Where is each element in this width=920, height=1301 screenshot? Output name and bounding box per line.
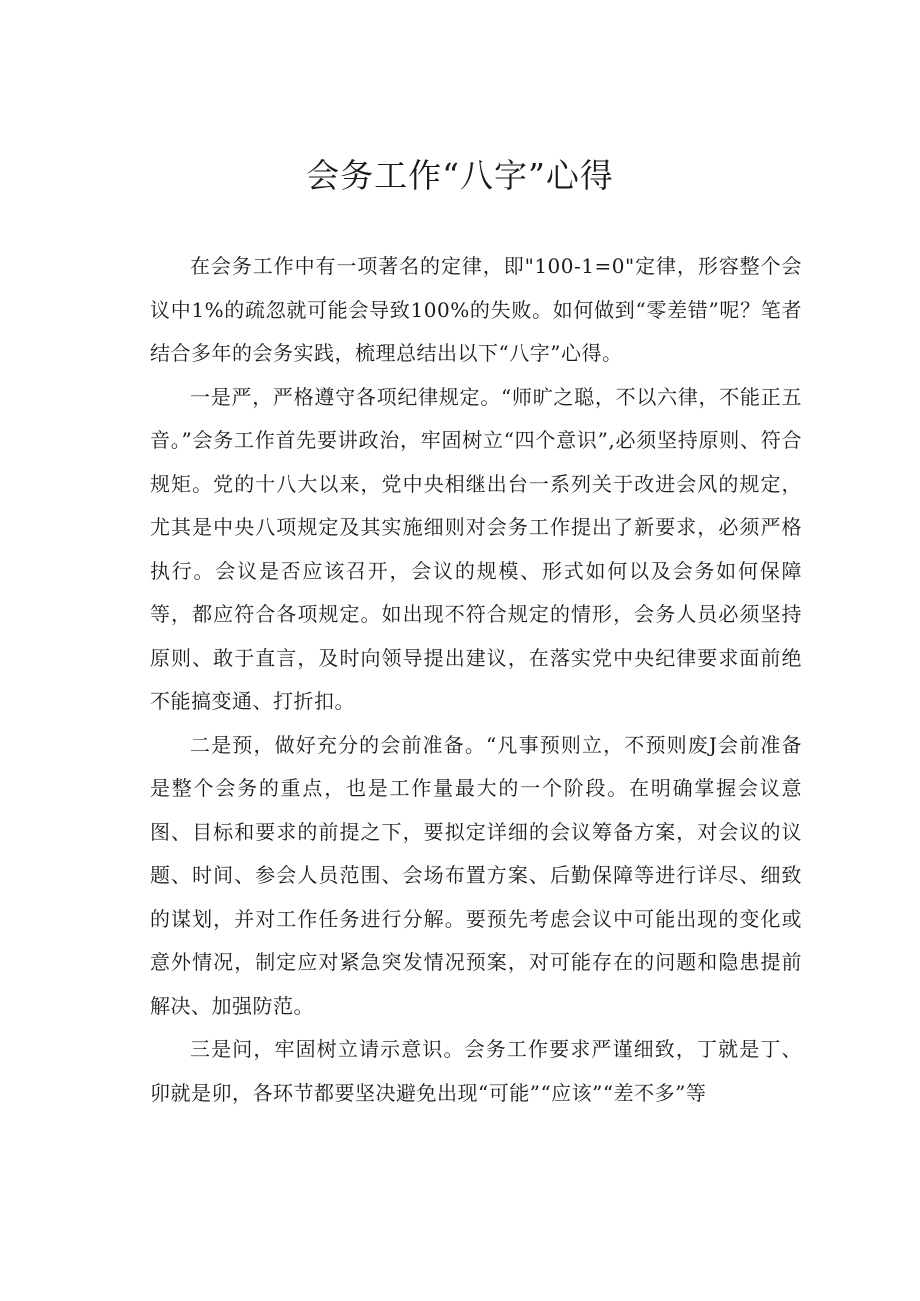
paragraph-intro: 在会务工作中有一项著名的定律，即"100-1=0"定律，形容整个会议中1%的疏忽就可能会导致100%的失败。如何做到“零差错”呢？笔者结合多年的会务实践，梳理总结出以下“八字”心得。 <box>150 254 802 365</box>
document-title: 会务工作“八字”心得 <box>306 156 614 195</box>
document-body <box>150 245 802 1115</box>
paragraph-ask: 三是问，牢固树立请示意识。会务工作要求严谨细致，丁就是丁、卯就是卯，各环节都要坚决避免出现“可能”“应该”“差不多”等 <box>150 1037 802 1105</box>
paragraph-strict: 一是严，严格遵守各项纪律规定。“师旷之聪，不以六律，不能正五音。”会务工作首先要讲政治，牢固树立“四个意识”,必须坚持原则、符合规矩。党的十八大以来，党中央相继出台一系列关于改进会风的规定，尤其是中央八项规定及其实施细则对会务工作提出了新要求，必须严格执行。会议是否应该召开，会议的规模、形式如何以及会务如何保障等，都应符合各项规定。如出现不符合规定的情形，会务人员必须坚持原则、敢于直言，及时向领导提出建议，在落实党中央纪律要求面前绝不能搞变通、打折扣。 <box>150 384 802 713</box>
paragraph-prepare: 二是预，做好充分的会前准备。“凡事预则立，不预则废J会前准备是整个会务的重点，也是工作量最大的一个阶段。在明确掌握会议意图、目标和要求的前提之下，要拟定详细的会议筹备方案，对会议的议题、时间、参会人员范围、会场布置方案、后勤保障等进行详尽、细致的谋划，并对工作任务进行分解。要预先考虑会议中可能出现的变化或意外情况，制定应对紧急突发情况预案，对可能存在的问题和隐患提前解决、加强防范。 <box>150 732 802 1018</box>
